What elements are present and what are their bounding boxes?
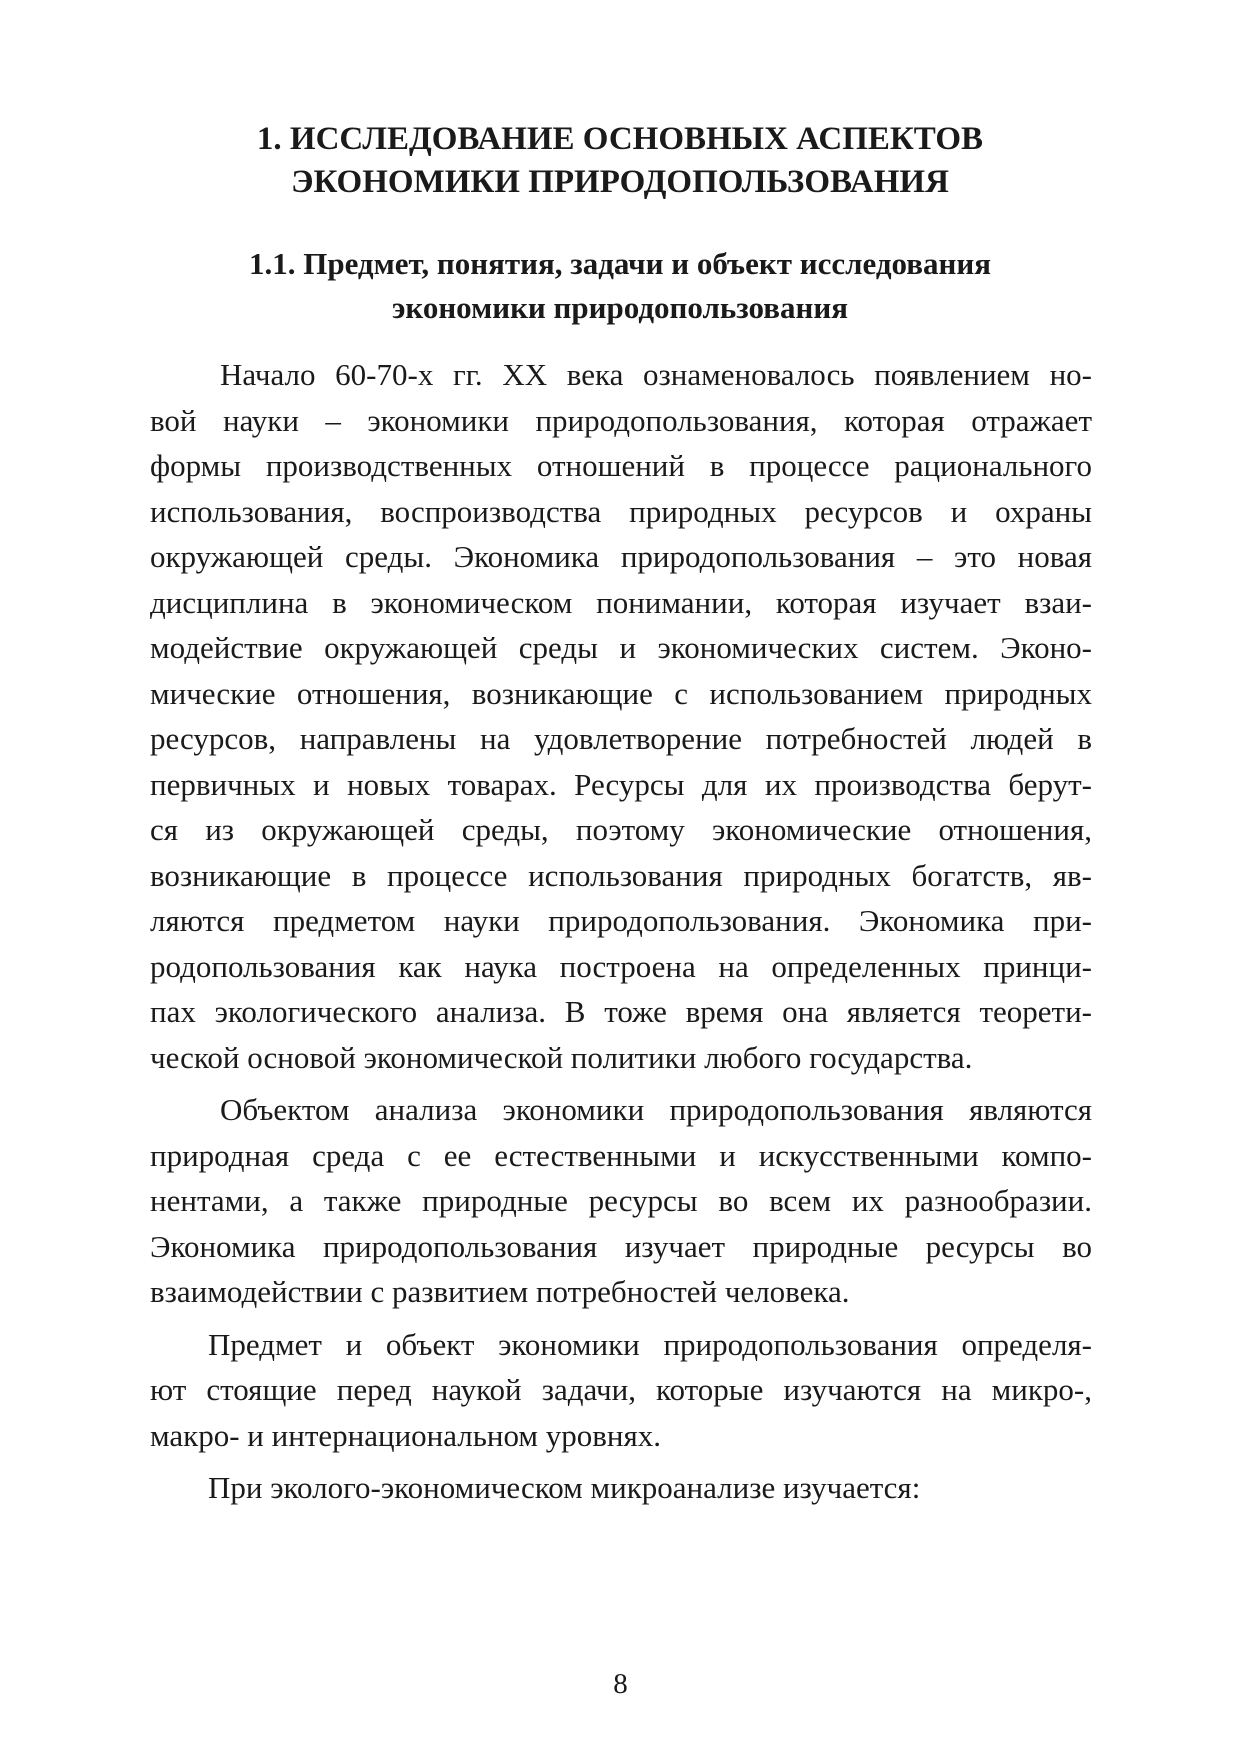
text-line: дисциплина в экономическом понимании, которая изучает взаи- [150, 584, 1092, 620]
text-line: возникающие в процессе использования природных богатств, яв- [150, 857, 1092, 893]
paragraph-1 [150, 352, 1092, 1080]
text-line: первичных и новых товарах. Ресурсы для их производства берут- [150, 766, 1092, 802]
text-line: модействие окружающей среды и экономических систем. Эконо- [150, 630, 1092, 665]
chapter-title-line-1: 1. ИССЛЕДОВАНИЕ ОСНОВНЫХ АСПЕКТОВ [256, 121, 984, 157]
text-line: ют стоящие перед наукой задачи, которые изучаются на микро-, [150, 1372, 1092, 1407]
text-line: Предмет и объект экономики природопользования определя- [208, 1326, 1092, 1362]
section-title [150, 242, 1090, 330]
paragraph-2 [150, 1087, 1092, 1315]
chapter-title [150, 118, 1090, 204]
page-number: 8 [613, 1668, 628, 1700]
text-line: мические отношения, возникающие с использованием природных [150, 675, 1092, 711]
section-title-line-2: экономики природопользования [391, 290, 849, 325]
paragraph-3 [150, 1322, 1092, 1459]
text-line: ся из окружающей среды, поэтому экономические отношения, [150, 812, 1092, 847]
text-line: Начало 60-70-х гг. XX века ознаменовалось появлением но- [220, 357, 1092, 392]
text-line: Экономика природопользования изучает природные ресурсы во [150, 1228, 1092, 1264]
text-line: нентами, а также природные ресурсы во всем их разнообразии. [150, 1183, 1092, 1218]
text-line: Объектом анализа экономики природопользования являются [220, 1092, 1092, 1127]
chapter-title-line-2: ЭКОНОМИКИ ПРИРОДОПОЛЬЗОВАНИЯ [291, 164, 949, 200]
text-line: использования, воспроизводства природных ресурсов и охраны [150, 493, 1092, 529]
text-line: ческой основой экономической политики любого государства. [150, 1039, 973, 1075]
text-line: взаимодействии с развитием потребностей человека. [150, 1274, 850, 1309]
text-line: ляются предметом науки природопользования. Экономика при- [150, 903, 1092, 938]
text-line: родопользования как наука построена на определенных принци- [150, 948, 1092, 984]
text-line: При эколого-экономическом микроанализе изучается: [208, 1470, 921, 1505]
text-line: вой науки – экономики природопользования, которая отражает [150, 402, 1092, 438]
body-text [150, 352, 1092, 1518]
paragraph-4 [150, 1465, 1092, 1511]
text-line: природная среда с ее естественными и искусственными компо- [150, 1137, 1092, 1173]
text-line: ресурсов, направлены на удовлетворение потребностей людей в [150, 721, 1092, 756]
text-line: макро- и интернациональном уровнях. [150, 1417, 661, 1453]
text-line: окружающей среды. Экономика природопользования – это новая [150, 539, 1092, 574]
section-title-line-1: 1.1. Предмет, понятия, задачи и объект исследования [248, 246, 992, 281]
text-line: пах экологического анализа. В тоже время она является теорети- [150, 994, 1092, 1029]
text-line: формы производственных отношений в процессе рационального [150, 448, 1092, 483]
